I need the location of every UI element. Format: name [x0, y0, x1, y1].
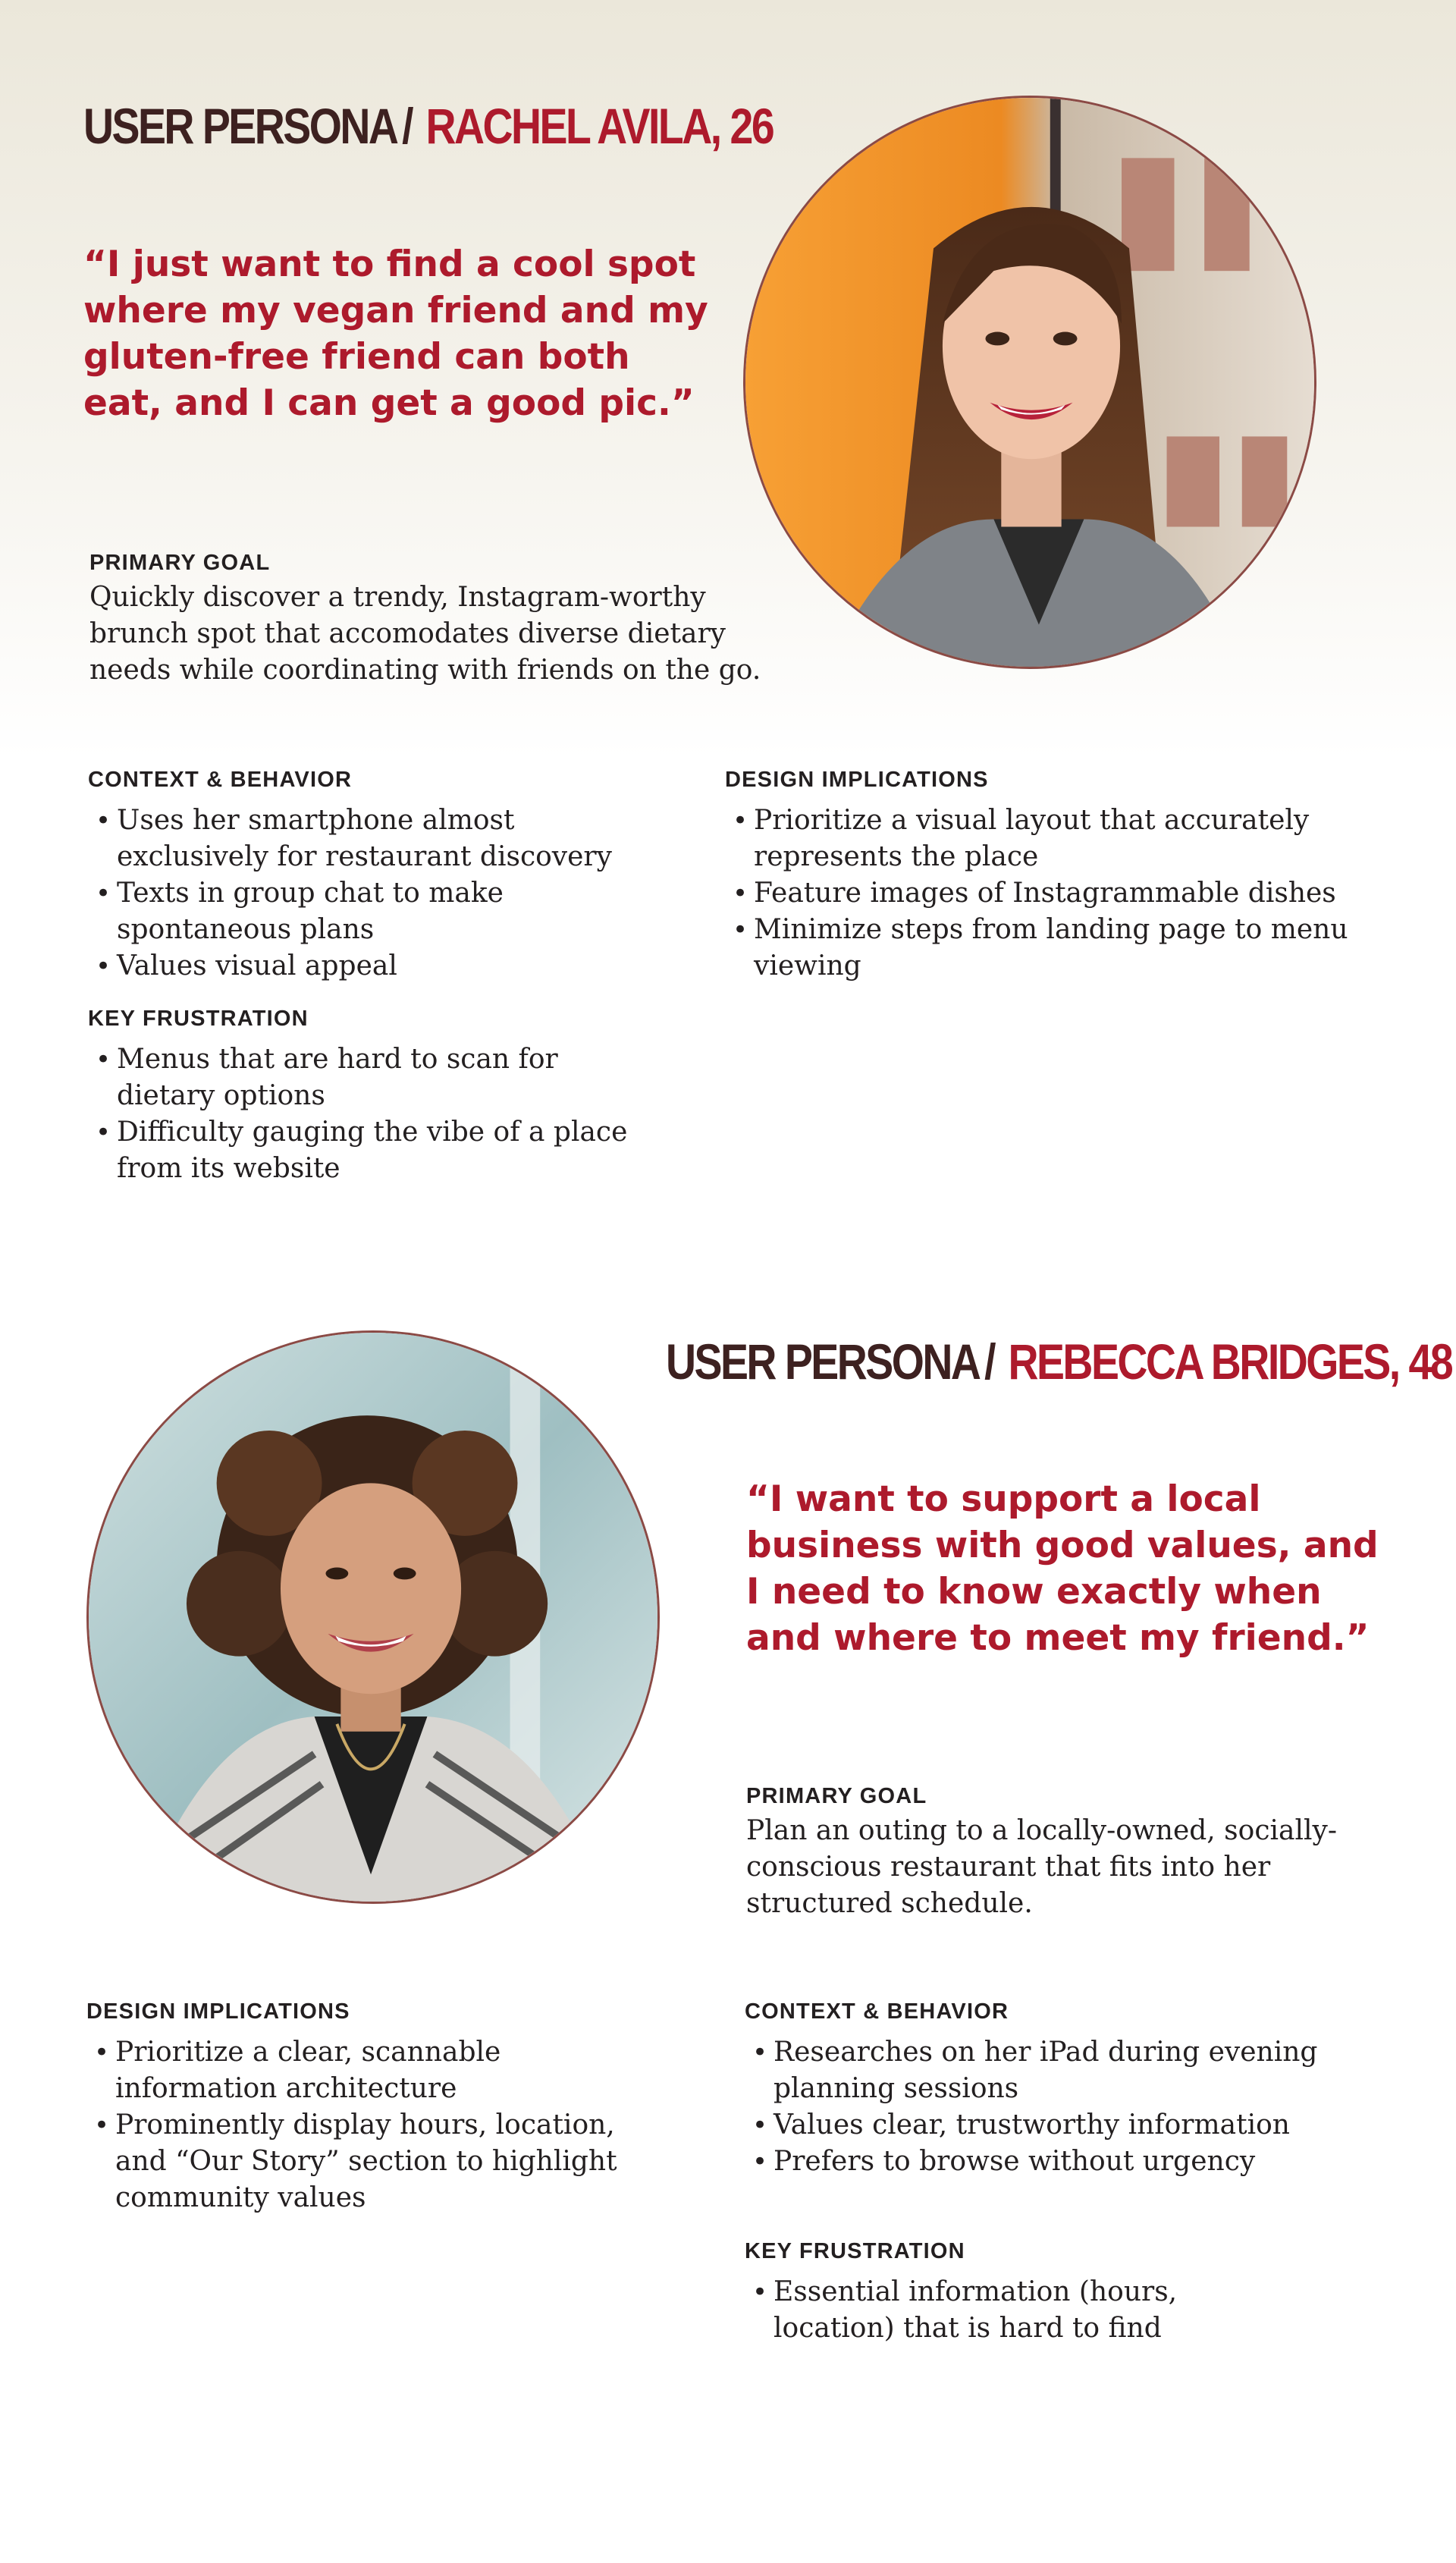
persona-2-context-heading: CONTEXT & BEHAVIOR: [745, 1999, 1009, 2024]
persona-1-implications-heading: DESIGN IMPLICATIONS: [725, 768, 989, 792]
list-item: • Prominently display hours, location, and “Our Story” section to highlight community values: [94, 2109, 617, 2213]
persona-2-implications-section: [86, 1998, 663, 2216]
persona-1-primary-goal-heading: PRIMARY GOAL: [89, 551, 271, 575]
persona-2-primary-goal-heading: PRIMARY GOAL: [746, 1784, 927, 1808]
list-item: • Difficulty gauging the vibe of a place from its website: [96, 1117, 628, 1184]
persona-2-implications-heading: DESIGN IMPLICATIONS: [86, 1999, 350, 2024]
persona-1-frustration-heading: KEY FRUSTRATION: [88, 1007, 309, 1031]
list-item: • Minimize steps from landing page to menu viewing: [733, 914, 1348, 982]
persona-2-name: REBECCA BRIDGES, 48: [1008, 1333, 1452, 1390]
persona-1-context-heading: CONTEXT & BEHAVIOR: [88, 768, 353, 792]
persona-2-frustration-heading: KEY FRUSTRATION: [745, 2239, 965, 2263]
list-item: • Prioritize a visual layout that accurately represents the place: [733, 805, 1310, 872]
list-item: • Essential information (hours, location) that is hard to find: [752, 2276, 1178, 2344]
persona-1-context-section: [88, 766, 664, 985]
list-item: • Texts in group chat to make spontaneous plans: [96, 878, 504, 945]
list-item: • Feature images of Instagrammable dishes: [733, 878, 1336, 909]
persona-1-frustration-list: [88, 1041, 664, 1187]
persona-1-quote: “I just want to find a cool spot where my vegan friend and my gluten-free friend can both eat, and I can get a good pic.”: [83, 243, 708, 424]
persona-2-frustration-section: [745, 2238, 1291, 2347]
persona-2-context-section: [745, 1998, 1351, 2180]
persona-2-context-list: [745, 2034, 1351, 2180]
persona-2-implications-list: [86, 2034, 663, 2216]
persona-1-photo: [743, 96, 1316, 669]
list-item: • Menus that are hard to scan for dietary options: [96, 1044, 558, 1111]
persona-1-frustration-section: [88, 1005, 664, 1187]
list-item: • Values clear, trustworthy information: [752, 2109, 1290, 2141]
list-item: • Values visual appeal: [96, 950, 397, 982]
persona-1-context-list: [88, 803, 664, 985]
list-item: • Researches on her iPad during evening planning sessions: [752, 2037, 1318, 2104]
persona-2-primary-goal-text: Plan an outing to a locally-owned, socially-conscious restaurant that fits into her structured schedule.: [746, 1815, 1337, 1919]
persona-2-slash: /: [984, 1333, 994, 1390]
persona-2-photo: [86, 1330, 660, 1904]
persona-1-slash: /: [402, 98, 412, 154]
list-item: • Prioritize a clear, scannable information architecture: [94, 2037, 501, 2104]
persona-1-primary-goal-text: Quickly discover a trendy, Instagram-worthy brunch spot that accomodates diverse dietary needs while coordinating with friends on the go.: [89, 582, 761, 686]
persona-1-title: [83, 96, 773, 156]
list-item: • Uses her smartphone almost exclusively for restaurant discovery: [96, 805, 612, 872]
persona-2-frustration-list: [745, 2274, 1291, 2347]
persona-1-implications-list: [725, 803, 1377, 985]
list-item: • Prefers to browse without urgency: [752, 2146, 1256, 2177]
persona-1-name: RACHEL AVILA, 26: [425, 98, 774, 154]
persona-1-label: USER PERSONA: [83, 98, 397, 154]
persona-2-title: [666, 1331, 1451, 1392]
persona-1-implications-section: [725, 766, 1377, 985]
persona-2-quote: “I want to support a local business with good values, and I need to know exactly when and where to meet my friend.”: [746, 1478, 1379, 1659]
persona-2-label: USER PERSONA: [666, 1333, 980, 1390]
